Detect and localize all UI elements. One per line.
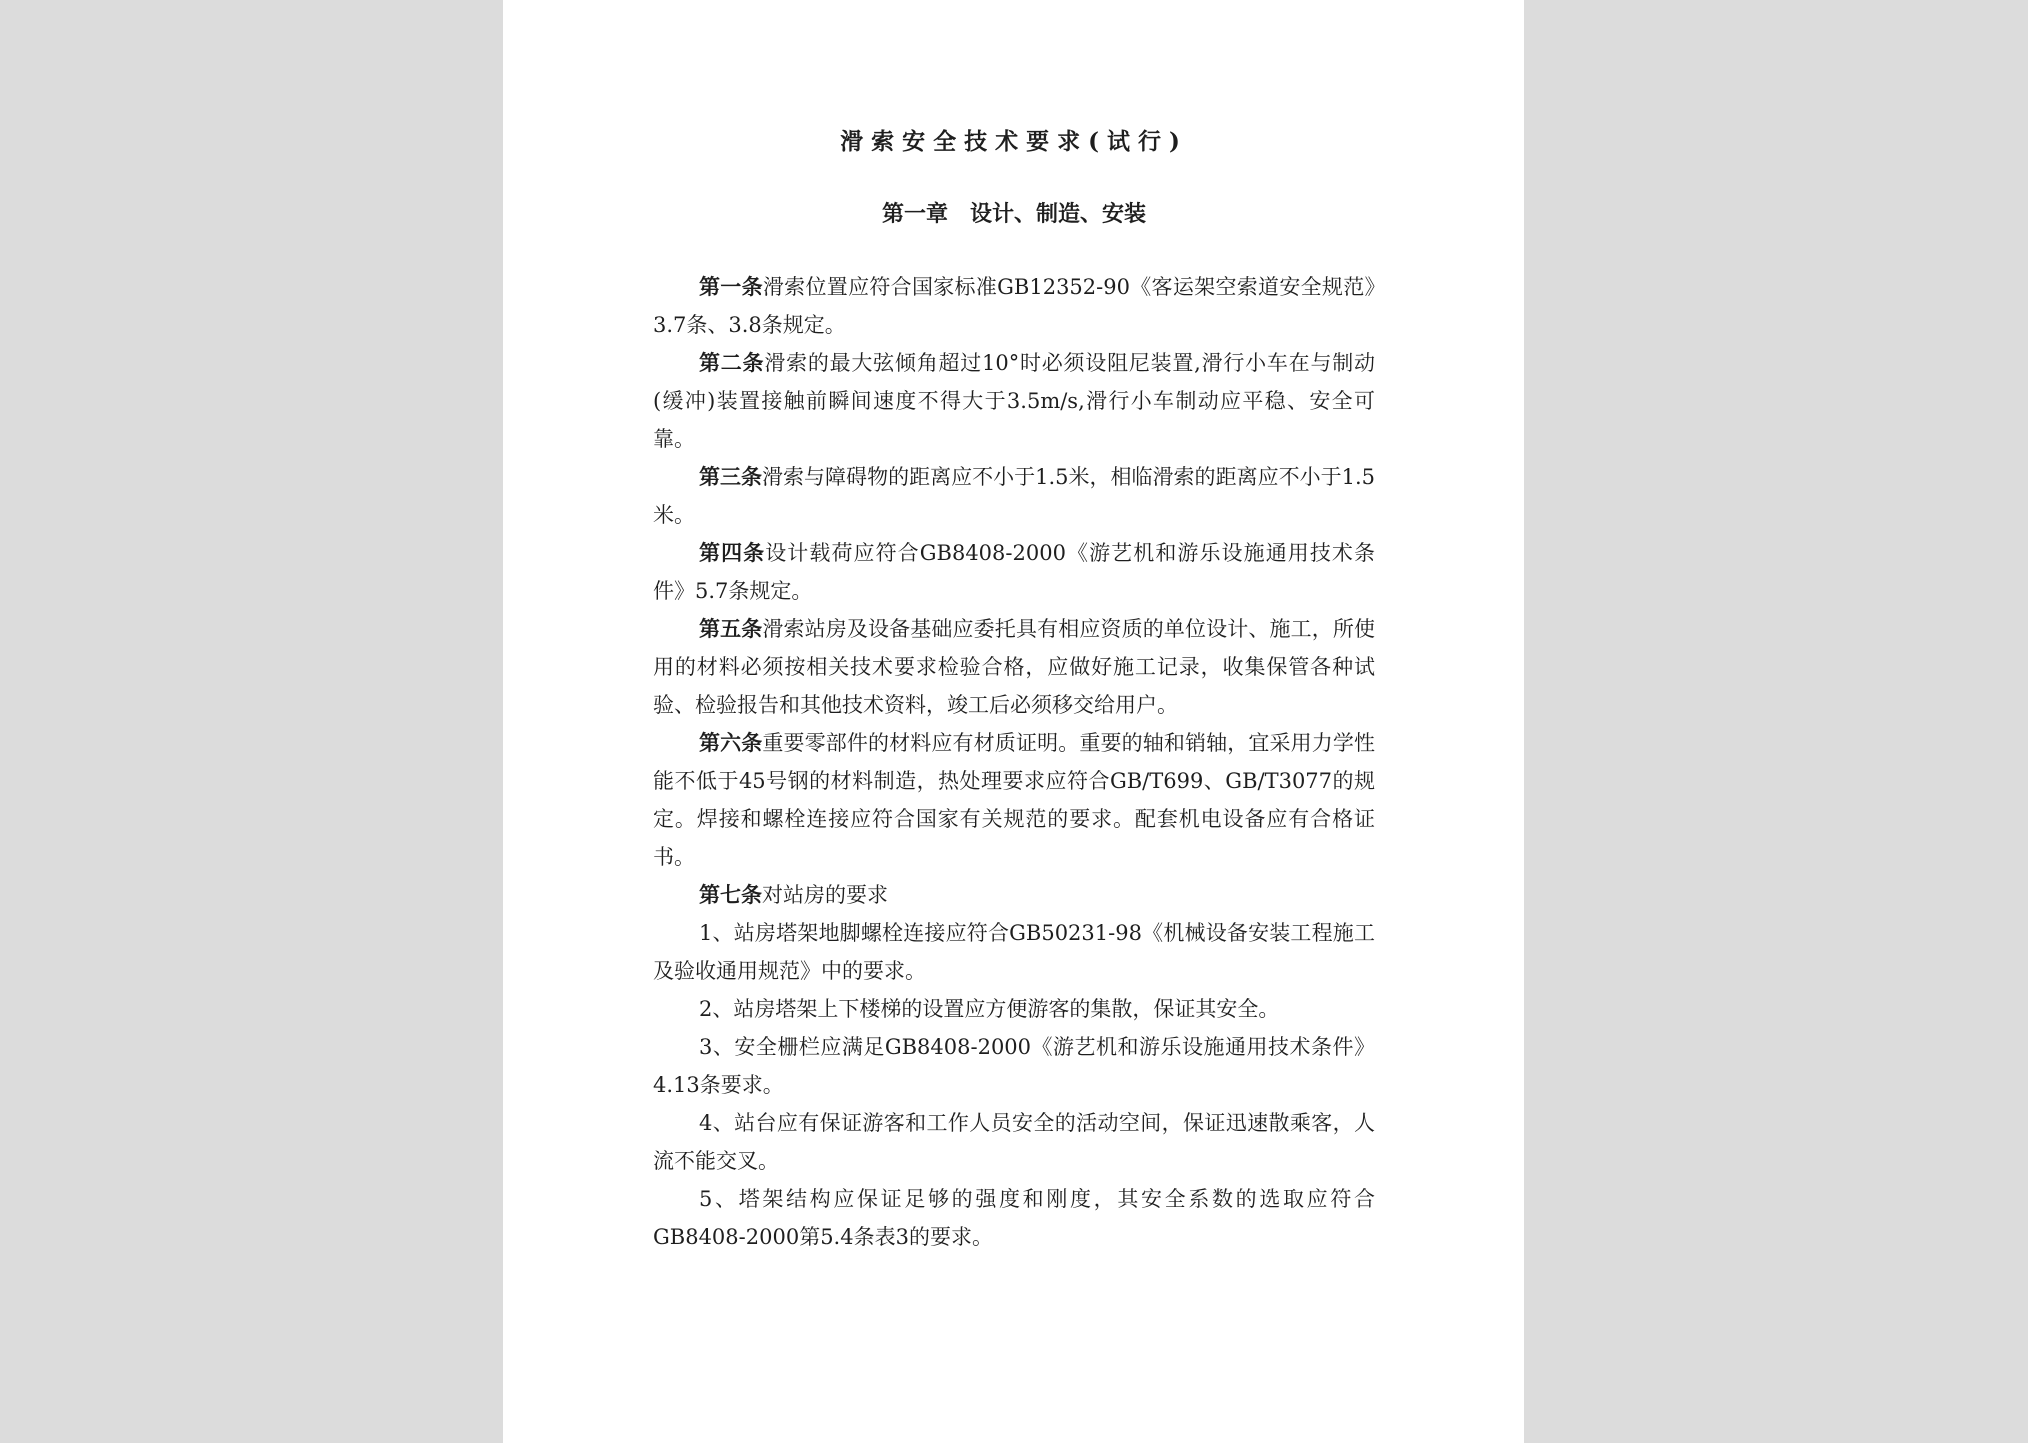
clause-heading: 第一条 bbox=[699, 274, 763, 299]
document-title: 滑索安全技术要求(试行) bbox=[840, 128, 1188, 155]
clause-1 bbox=[653, 268, 1375, 344]
list-item: 3、安全栅栏应满足GB8408-2000《游艺机和游乐设施通用技术条件》4.13条要求。 bbox=[653, 1035, 1375, 1097]
clause-text: 滑索位置应符合国家标准GB12352-90《客运架空索道安全规范》3.7条、3.8条规定。 bbox=[653, 275, 1376, 337]
list-item: 2、站房塔架上下楼梯的设置应方便游客的集散，保证其安全。 bbox=[699, 997, 1280, 1021]
clause-5 bbox=[653, 610, 1375, 724]
clause-4 bbox=[653, 534, 1375, 610]
clause-2 bbox=[653, 344, 1375, 458]
document-content bbox=[653, 122, 1375, 1256]
clause-6 bbox=[653, 724, 1375, 876]
clause-text: 滑索与障碍物的距离应不小于1.5米，相临滑索的距离应不小于1.5米。 bbox=[653, 465, 1376, 527]
list-item: 1、站房塔架地脚螺栓连接应符合GB50231-98《机械设备安装工程施工及验收通用规范》中的要求。 bbox=[653, 921, 1375, 983]
list-item: 5、塔架结构应保证足够的强度和刚度，其安全系数的选取应符合GB8408-2000第5.4条表3的要求。 bbox=[653, 1187, 1375, 1249]
clause-heading: 第七条 bbox=[699, 882, 762, 907]
document-page bbox=[503, 0, 1524, 1443]
list-item: 4、站台应有保证游客和工作人员安全的活动空间，保证迅速散乘客，人流不能交叉。 bbox=[653, 1111, 1375, 1173]
clause-heading: 第四条 bbox=[699, 540, 766, 565]
clause-7 bbox=[653, 876, 1375, 914]
clause-text: 滑索站房及设备基础应委托具有相应资质的单位设计、施工，所使用的材料必须按相关技术要求检验合格，应做好施工记录，收集保管各种试验、检验报告和其他技术资料，竣工后必须移交给用户。 bbox=[653, 617, 1376, 717]
clause-text: 重要零部件的材料应有材质证明。重要的轴和销轴，宜采用力学性能不低于45号钢的材料制造，热处理要求应符合GB/T699、GB/T3077的规定。焊接和螺栓连接应符合国家有关规范的要求。配套机电设备应有合格证书。 bbox=[653, 731, 1376, 869]
clause-heading: 第二条 bbox=[699, 350, 765, 375]
clause-text: 滑索的最大弦倾角超过10°时必须设阻尼装置,滑行小车在与制动(缓冲)装置接触前瞬间速度不得大于3.5m/s,滑行小车制动应平稳、安全可靠。 bbox=[653, 351, 1375, 451]
clause-text: 对站房的要求 bbox=[762, 883, 888, 907]
clause-heading: 第三条 bbox=[699, 464, 763, 489]
clause-text: 设计载荷应符合GB8408-2000《游艺机和游乐设施通用技术条件》5.7条规定。 bbox=[653, 541, 1375, 603]
chapter-title: 第一章 设计、制造、安装 bbox=[881, 201, 1146, 227]
clause-3 bbox=[653, 458, 1375, 534]
clause-heading: 第五条 bbox=[699, 616, 763, 641]
clause-heading: 第六条 bbox=[699, 730, 763, 755]
